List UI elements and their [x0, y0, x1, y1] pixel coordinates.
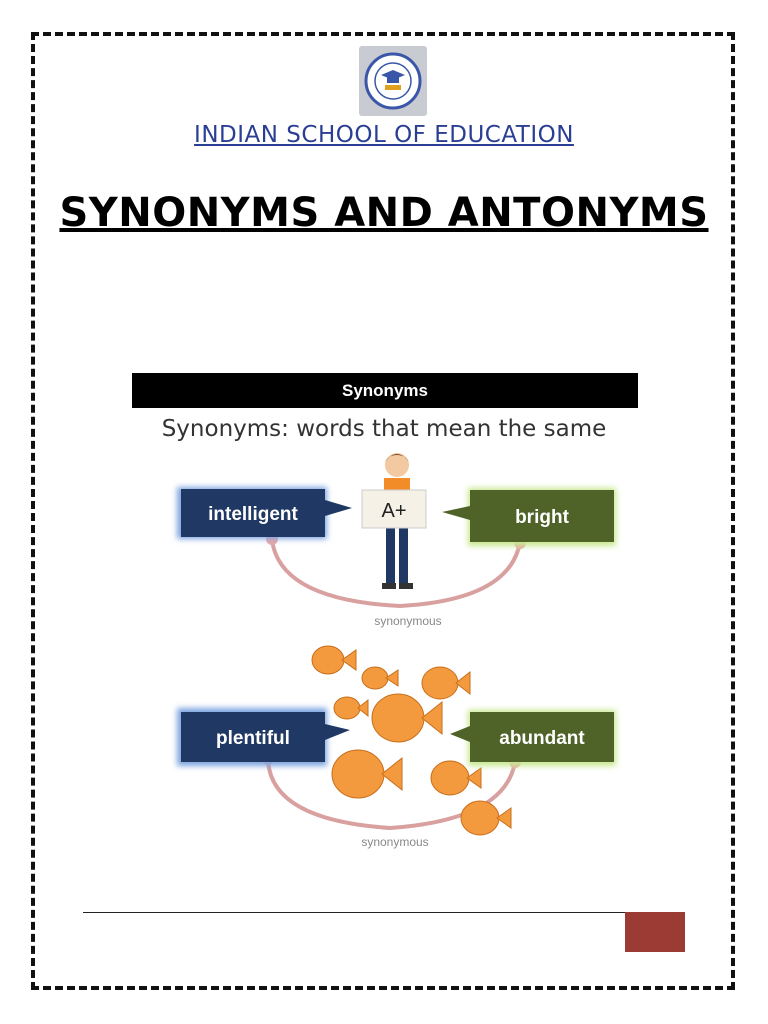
right-word: abundant	[499, 728, 585, 749]
right-pointer	[450, 726, 470, 742]
definition-text: Synonyms: words that mean the same	[161, 416, 607, 442]
grade-text: A+	[381, 500, 407, 522]
example-2	[177, 646, 616, 849]
school-logo	[359, 46, 427, 116]
example-1	[177, 453, 616, 628]
left-pointer	[325, 724, 350, 740]
right-pointer	[442, 506, 470, 520]
footer-page-box	[625, 912, 685, 952]
logo-seal-icon	[359, 46, 427, 116]
school-name: INDIAN SCHOOL OF EDUCATION	[194, 122, 574, 148]
synonyms-illustration	[150, 450, 640, 860]
synonym-arc	[272, 540, 520, 606]
link-label: synonymous	[361, 835, 429, 849]
link-label: synonymous	[374, 614, 442, 628]
section-bar: Synonyms	[132, 373, 638, 408]
right-word: bright	[515, 507, 569, 528]
left-word: intelligent	[208, 504, 298, 525]
page-title: SYNONYMS AND ANTONYMS	[59, 190, 709, 236]
student-figure	[362, 453, 426, 589]
footer-rule	[83, 912, 685, 913]
left-word: plentiful	[216, 728, 290, 749]
left-pointer	[325, 500, 352, 516]
